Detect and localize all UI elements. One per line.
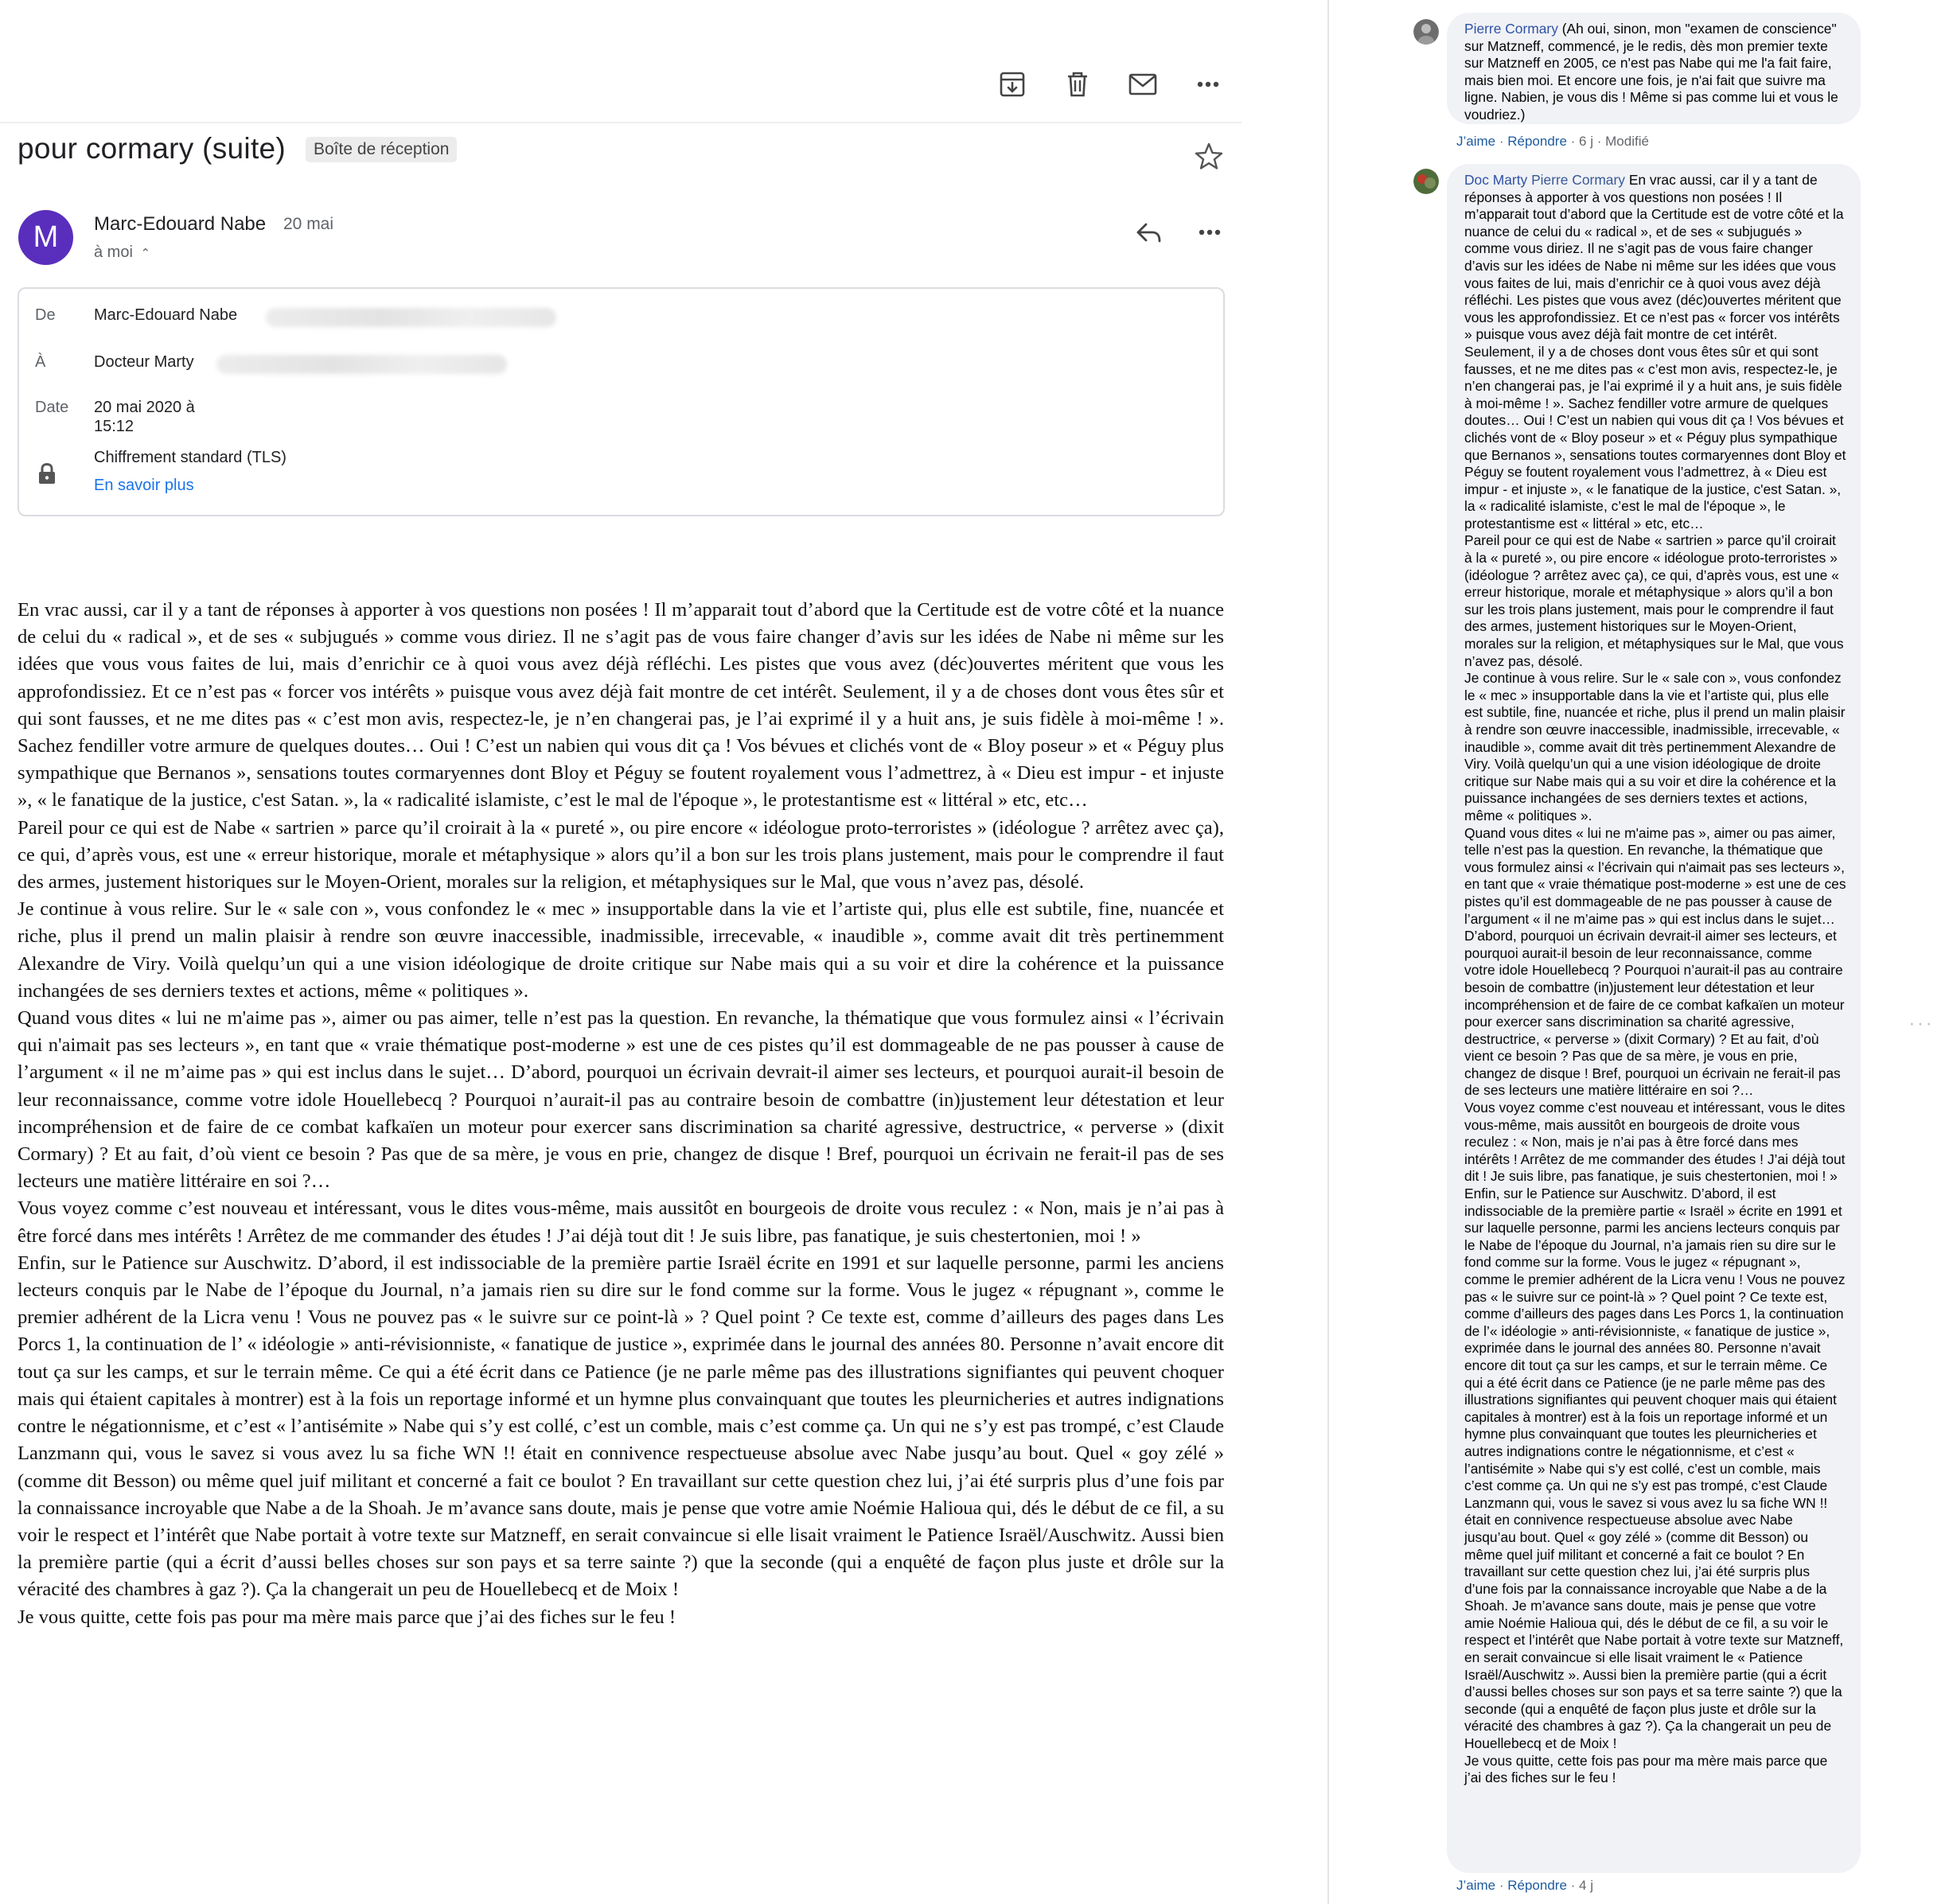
comment-paragraph: Quand vous dites « lui ne m'aime pas », aimer ou pas aimer, telle n’est pas la question. En revanche, la thématique que vous formulez ainsi « l’écrivain qui n'aimait pas ses lecteurs », en tant que « vraie thématique post-moderne » est une de ces pistes qu’il est dommageable de ne pas pousser à cause de l’argument « il ne m’aime pas » qui est inclus dans le sujet… D’abord, pourquoi un écrivain devrait-il aimer ses lecteurs, et pourquoi aurait-il besoin de leur reconnaissance, comme votre idole Houellebecq ? Pourquoi n’aurait-il pas au contraire besoin de combattre (in)justement leur détestation et leur incompréhension et de faire de ce combat kafkaïen un moteur pour exercer sans discrimination sa charité agressive, destructrice, « perverse » (dixit Cormary) ? Et au fait, d’où vient ce besoin ? Pas que de sa mère, je vous en prie, changez de disque ! Bref, pourquoi un écrivain ne ferait-il pas de ses lecteurs une matière littéraire en soi ?… — [1464, 824, 1846, 1099]
delete-button[interactable] — [1060, 67, 1095, 102]
comment-text: (Ah oui, sinon, mon "examen de conscience" sur Matzneff, commencé, je le redis, dès mon premier texte sur Matzneff en 2005, ce n'est pas Nabe qui me l'a fait faire, mais bien moi. Et encore une fois, je n'ai fait que suivre ma ligne. Nabien, je vous dis ! Même si pas comme lui et vous le voudriez.) — [1464, 21, 1838, 123]
comment-age: 6 j — [1579, 134, 1594, 149]
lock-icon — [37, 462, 57, 485]
email-body — [18, 597, 1224, 1631]
comment-bubble — [1447, 164, 1861, 1873]
reply-icon[interactable] — [1132, 215, 1167, 250]
reply-link[interactable]: Répondre — [1507, 134, 1567, 149]
toolbar-divider — [0, 122, 1242, 123]
folder-badge[interactable]: Boîte de réception — [306, 137, 457, 162]
body-paragraph: Pareil pour ce qui est de Nabe « sartrien » parce qu’il croirait à la « pureté », ou pire encore « idéologue proto-terroristes » (idéologue ? arrêtez avec ça), ce qui, d’après vous, est une « erreur historique, morale et métaphysique » alors qu’il a bon sur les trois plans justement, mais pour le comprendre il faut des armes, justement historiques sur le Moyen-Orient, morales sur la religion, et métaphysiques sur le Mal, que vous n’avez pas, désolé. — [18, 816, 1224, 894]
star-icon[interactable] — [1192, 140, 1226, 173]
comment-author[interactable]: Pierre Cormary — [1464, 21, 1558, 37]
more-horizontal-icon[interactable] — [1192, 215, 1227, 250]
to-label: À — [35, 353, 46, 371]
comment-paragraph: Je continue à vous relire. Sur le « sale con », vous confondez le « mec » insupportable dans la vie et l’artiste qui, plus elle est subtile, fine, nuancée et riche, plus il prend un malin plaisir à rendre son œuvre inaccessible, inadmissible, irrecevable, « inaudible », comme avait dit très pertinemment Alexandre de Viry. Voilà quelqu’un qui a une vision idéologique de droite critique sur Nabe mais qui a su voir et dire la cohérence et la puissance inchangées de ses derniers textes et actions, même « politiques ». — [1464, 670, 1846, 824]
body-paragraph: Je vous quitte, cette fois pas pour ma mère mais parce que j’ai des fiches sur le feu ! — [18, 1606, 676, 1628]
recipient-toggle[interactable] — [94, 243, 150, 262]
edited-label: Modifié — [1605, 134, 1649, 149]
trash-icon — [1060, 67, 1095, 102]
comment-actions: J’aime · Répondre · 6 j · Modifié — [1456, 134, 1649, 149]
comment-actions: J’aime · Répondre · 4 j — [1456, 1878, 1594, 1893]
comment-paragraph: Vous voyez comme c’est nouveau et intéressant, vous le dites vous-même, mais aussitôt en bourgeois de droite vous reculez : « Non, mais je n’ai pas à être forcé dans mes intérêts ! Arrêtez de me commander des études ! J’ai déjà tout dit ! Je suis libre, pas fanatique, je suis chestertonien, moi ! » — [1464, 1100, 1846, 1185]
comment-author[interactable]: Doc Marty — [1464, 172, 1528, 188]
date-line-1: 20 mai 2020 à — [94, 399, 195, 416]
archive-icon — [995, 67, 1030, 102]
like-link[interactable]: J’aime — [1456, 134, 1496, 149]
comment-bubble — [1447, 13, 1861, 124]
commenter-avatar[interactable] — [1413, 169, 1439, 194]
commenter-avatar[interactable] — [1413, 19, 1439, 45]
encryption-status: Chiffrement standard (TLS) — [94, 449, 287, 466]
message-details-panel — [18, 287, 1225, 516]
more-options-button[interactable] — [1191, 67, 1226, 102]
reply-link[interactable]: Répondre — [1507, 1878, 1567, 1893]
like-link[interactable]: J’aime — [1456, 1878, 1496, 1893]
comment-paragraph: Je vous quitte, cette fois pas pour ma mère mais parce que j’ai des fiches sur le feu ! — [1464, 1752, 1828, 1786]
body-paragraph: Je continue à vous relire. Sur le « sale con », vous confondez le « mec » insupportable dans la vie et l’artiste qui, plus elle est subtile, fine, nuancée et riche, plus il prend un malin plaisir à rendre son œuvre inaccessible, inadmissible, irrecevable, « inaudible », comme avait dit très pertinemment Alexandre de Viry. Voilà quelqu’un qui a une vision idéologique de droite critique sur Nabe mais qui a su voir et dire la cohérence et la puissance inchangées de ses derniers textes et actions, même « politiques ». — [18, 898, 1224, 1002]
comment-age: 4 j — [1579, 1878, 1594, 1893]
sender-avatar: M — [18, 210, 73, 265]
from-label: De — [35, 306, 56, 324]
mail-icon — [1125, 67, 1160, 102]
from-value: Marc-Edouard Nabe — [94, 306, 238, 324]
comment-paragraph: Enfin, sur le Patience sur Auschwitz. D’abord, il est indissociable de la première partie « Israël » écrite en 1991 et sur laquelle personne, parmi les anciens lecteurs conquis par le Nabe de l’époque du Journal, n’a jamais rien su dire sur le fond comme sur la forme. Vous le jugez « répugnant », comme le premier adhérent de la Licra venu ! Vous ne pouvez pas « le suivre sur ce point-là » ? Quel point ? Ce texte est, comme d’ailleurs des pages dans Les Porcs 1, la continuation de l’« idéologie » anti-révisionniste, « fanatique de justice », exprimée dans le journal des années 80. Personne n’avait encore dit tout ça sur les camps, et sur le terrain même. Ce qui a été écrit dans ce Patience (je ne parle même pas des illustrations signifiantes qui peuvent choquer mais qui étaient capitales à montrer) est à la fois un reportage informé et un hymne plus convainquant que toutes les pleurnicheries et autres indignations contre le négationnisme, et c’est « l’antisémite » Nabe qui s’y est collé, c’est un comble, mais c’est comme ça. Un qui ne s’y est pas trompé, c’est Claude Lanzmann qui, vous le savez si vous avez lu sa fiche WN !! était en connivence respectueuse absolue avec Nabe jusqu’au bout. Quel « goy zélé » (comme dit Besson) ou même quel juif militant et concerné a fait ce boulot ? En travaillant sur cette question chez lui, j’ai été surpris plus d’une fois par la connaissance incroyable que Nabe a de la Shoah. Je m’avance sans doute, mais je pense que votre amie Noémie Halioua qui, dés le début de ce fil, a su voir le respect et l’intérêt que Nabe portait à votre texte sur Matzneff, en serait convaincue si elle lisait vraiment le « Patience Israël/Auschwitz ». Aussi bien la première partie (qui a écrit d’aussi belles choses sur son pays et sa terre sainte ?) que la seconde (qui a enquêté de façon plus juste et drôle sur la véracité des chambres à gaz ?). Ça la changerait un peu de Houellebecq et de Moix ! — [1464, 1186, 1846, 1752]
body-paragraph: En vrac aussi, car il y a tant de réponses à apporter à vos questions non posées ! Il m’apparait tout d’abord que la Certitude est de votre côté et la nuance de celui du « radical », et de ses « subjugués » comme vous diriez. Il ne s’agit pas de vous faire changer d’avis sur les idées de Nabe ni même sur les idées que vous vous faites de lui, mais d’enrichir ce à quoi vous avez déjà réfléchi. Les pistes que vous avez (déc)ouvertes méritent que vous les approfondissiez. Et ce n’est pas « forcer vos intérêts » puisque vous avez déjà fait montre de cet intérêt. Seulement, il y a de choses dont vous êtes sûr et qui sont fausses, et ne me dites pas « c’est mon avis, respectez-le, je n’en changerai pas, je l’ai exprimé il y a huit ans, je suis fidèle à moi-même ! ». Sachez fendiller votre armure de quelques doutes… Oui ! C’est un nabien qui vous dit ça ! Vos bévues et clichés vont de « Bloy poseur » et « Péguy plus sympathique que Bernanos », sensations toutes cormaryennes dont Bloy et Péguy se foutent royalement vous l’admettrez, à « Dieu est impur - et injuste », « le fanatique de la justice, c'est Satan. », la « radicalité islamiste, c’est le mal de l'époque », le protestantisme est « littéral » etc, etc… — [18, 599, 1224, 812]
body-paragraph: Vous voyez comme c’est nouveau et intéressant, vous le dites vous-même, mais aussitôt en bourgeois de droite vous reculez : « Non, mais je n’ai pas à être forcé dans mes intérêts ! Arrêtez de me commander des études ! J’ai déjà tout dit ! Je suis libre, pas fanatique, je suis chestertonien, moi ! » — [18, 1197, 1224, 1247]
to-value: Docteur Marty — [94, 353, 194, 371]
recipient-label: à moi — [94, 243, 133, 261]
email-subject: pour cormary (suite) — [18, 132, 287, 165]
body-paragraph: Enfin, sur le Patience sur Auschwitz. D’abord, il est indissociable de la première partie Israël écrite en 1991 et sur laquelle personne, parmi les anciens lecteurs conquis par le Nabe de l’époque du Journal, n’a jamais rien su dire sur le fond comme sur la forme. Vous le jugez « répugnant », comme le premier adhérent de la Licra venu ! Vous ne pouvez pas « le suivre sur ce point-là » ? Quel point ? Ce texte est, comme d’ailleurs des pages dans Les Porcs 1, la continuation de l’ « idéologie » anti-révisionniste, « fanatique de justice », exprimée dans le journal des années 80. Personne n’avait encore dit tout ça sur les camps, et sur le terrain même. Ce qui a été écrit dans ce Patience (je ne parle même pas des illustrations signifiantes qui peuvent choquer mais qui étaient capitales à montrer) est à la fois un reportage informé et un hymne plus convainquant que toutes les pleurnicheries et autres indignations contre le négationnisme, et c’est « l’antisémite » Nabe qui s’y est collé, c’est un comble, mais c’est comme ça. Un qui ne s’y est pas trompé, c’est Claude Lanzmann qui, vous le savez si vous avez lu sa fiche WN !! était en connivence respectueuse absolue avec Nabe jusqu’au bout. Quel « goy zélé » (comme dit Besson) ou même quel juif militant et concerné a fait ce boulot ? En travaillant sur cette question chez lui, j’ai été surpris plus d’une fois par la connaissance incroyable que Nabe a de la Shoah. Je m’avance sans doute, mais je pense que votre amie Noémie Halioua qui, dés le début de ce fil, a su voir le respect et l’intérêt que Nabe portait à votre texte sur Matzneff, en serait convaincue si elle lisait vraiment le Patience Israël/Auschwitz. Aussi bien la première partie (qui a écrit d’aussi belles choses sur son pays et sa terre sainte ?) que la seconde (qui a enquêté de façon plus juste et drôle sur la véracité des chambres à gaz ?). Ça la changerait un peu de Houellebecq et de Moix ! — [18, 1252, 1224, 1601]
comment-mention[interactable]: Pierre Cormary — [1531, 172, 1625, 188]
sender-name[interactable]: Marc-Edouard Nabe — [94, 213, 267, 235]
date-line-2: 15:12 — [94, 418, 134, 435]
more-options-icon[interactable]: ··· — [1908, 1010, 1934, 1034]
comment-paragraph: Pareil pour ce qui est de Nabe « sartrien » parce qu’il croirait à la « pureté », ou pire encore « idéologue proto-terroristes » (idéologue ? arrêtez avec ça), ce qui, d’après vous, est une « erreur historique, morale et métaphysique » alors qu’il a bon sur les trois plans justement, mais pour le comprendre il faut des armes, justement historiques sur le Moyen-Orient, morales sur la religion, et métaphysiques sur le Mal, que vous n’avez pas, désolé. — [1464, 532, 1844, 669]
comment-paragraph: En vrac aussi, car il y a tant de réponses à apporter à vos questions non posées ! Il m’apparait tout d’abord que la Certitude est de votre côté et la nuance de celui du « radical », et de ses « subjugués » comme vous diriez. Il ne s’agit pas de vous faire changer d’avis sur les idées de Nabe ni même sur les idées que vous vous faites de lui, mais d’enrichir ce à quoi vous avez déjà réfléchi. Les pistes que vous avez (déc)ouvertes méritent que vous les approfondissiez. Et ce n’est pas « forcer vos intérêts » puisque vous avez déjà fait montre de cet intérêt. Seulement, il y a de choses dont vous êtes sûr et qui sont fausses, et ne me dites pas « c’est mon avis, respectez-le, je n’en changerai pas, je l’ai exprimé il y a huit ans, je suis fidèle à moi-même ! ». Sachez fendiller votre armure de quelques doutes… Oui ! C’est un nabien qui vous dit ça ! Vos bévues et clichés vont de « Bloy poseur » et « Péguy plus sympathique que Bernanos », sensations toutes cormaryennes dont Bloy et Péguy se foutent royalement vous l’admettrez, à « Dieu est impur - et injuste », « le fanatique de la justice, c'est Satan. », la « radicalité islamiste, c’est le mal de l'époque », le protestantisme est « littéral » etc, etc… — [1464, 172, 1846, 531]
date-label: Date — [35, 399, 69, 416]
chevron-up-icon: ⌃ — [140, 247, 151, 260]
email-toolbar — [995, 67, 1234, 102]
body-paragraph: Quand vous dites « lui ne m'aime pas », aimer ou pas aimer, telle n’est pas la question. En revanche, la thématique que vous formulez ainsi « l’écrivain qui n'aimait pas ses lecteurs », en tant que « vraie thématique post-moderne » est une de ces pistes qu’il est dommageable de ne pas pousser à cause de l’argument « il ne m’aime pas » qui est inclus dans le sujet… D’abord, pourquoi un écrivain devrait-il aimer ses lecteurs, et pourquoi aurait-il besoin de leur reconnaissance, comme votre idole Houellebecq ? Pourquoi n’aurait-il pas au contraire besoin de combattre (in)justement leur détestation et leur incompréhension et de faire de ce combat kafkaïen un moteur pour exercer sans discrimination sa charité agressive, destructrice, « perverse » (dixit Cormary) ? Et au fait, d’où vient ce besoin ? Pas que de sa mère, je vous en prie, changez de disque ! Bref, pourquoi un écrivain ne ferait-il pas de ses lecteurs une matière littéraire en soi ?… — [18, 1007, 1224, 1193]
learn-more-link[interactable]: En savoir plus — [94, 477, 194, 494]
more-horizontal-icon — [1191, 67, 1226, 102]
sent-date: 20 mai — [283, 215, 334, 233]
mark-unread-button[interactable] — [1125, 67, 1160, 102]
redacted-email — [266, 308, 556, 327]
facebook-comments-panel — [1329, 0, 1949, 1904]
archive-button[interactable] — [995, 67, 1030, 102]
redacted-email — [216, 355, 507, 374]
